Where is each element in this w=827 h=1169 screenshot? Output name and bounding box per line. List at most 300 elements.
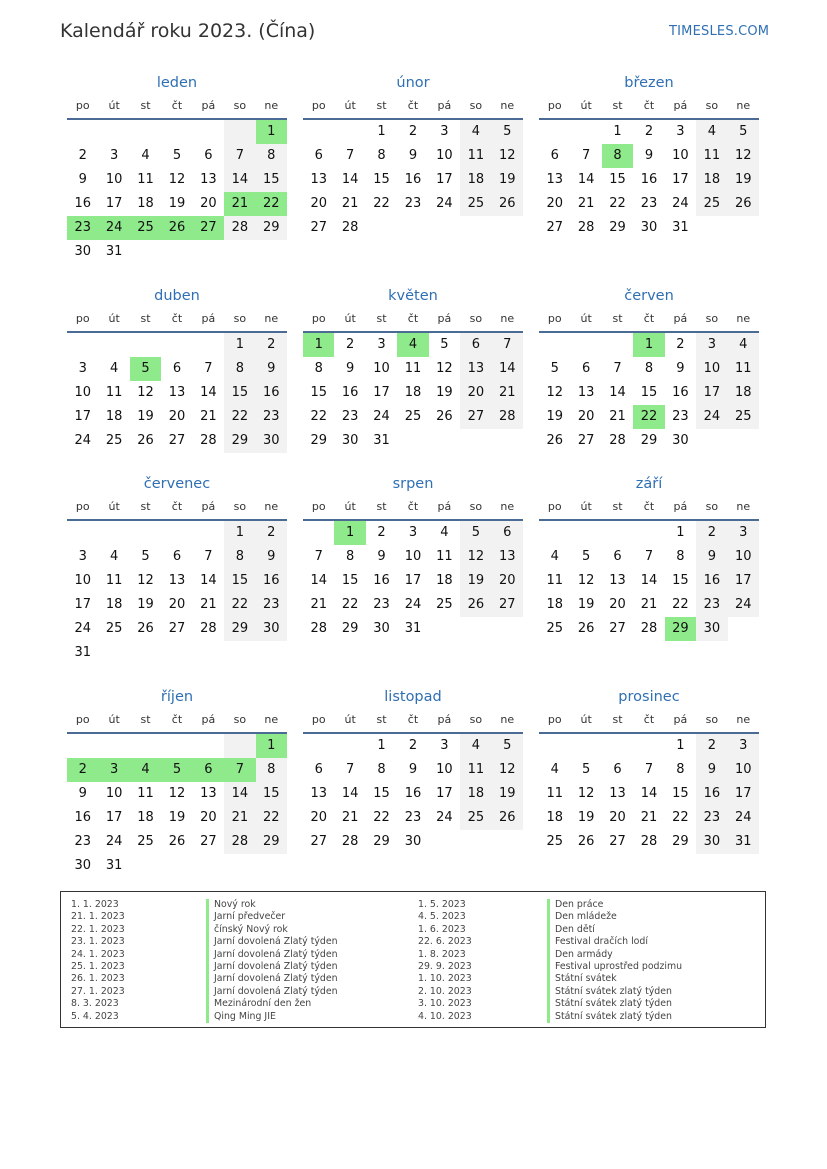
legend-holiday-name: Jarní dovolená Zlatý týden xyxy=(206,961,338,973)
month-block xyxy=(539,72,759,240)
day-cell: 30 xyxy=(696,617,727,641)
day-cell: 7 xyxy=(644,549,654,564)
day-cell: 8 xyxy=(224,357,255,381)
weekday-label: pá xyxy=(673,99,688,112)
day-cell: 2 xyxy=(256,333,287,357)
day-cell: 7 xyxy=(345,148,355,163)
day-cell: 8 xyxy=(676,549,685,564)
day-cell: 6 xyxy=(172,549,182,564)
day-cell: 17 xyxy=(436,786,453,801)
day-cell: 25 xyxy=(460,806,491,830)
day-cell: 21 xyxy=(577,196,595,211)
day-cell: 8 xyxy=(676,762,685,777)
weekday-label: st xyxy=(376,312,387,325)
day-cell: 19 xyxy=(436,385,453,400)
day-cell: 28 xyxy=(341,220,359,235)
day-cell: 15 xyxy=(672,573,689,588)
day-cell: 19 xyxy=(168,196,186,211)
weekday-label: pá xyxy=(201,99,216,112)
legend-holiday-name: Festival uprostřed podzimu xyxy=(547,961,682,973)
month-block xyxy=(303,473,523,641)
legend-holiday-name: Den armády xyxy=(547,949,682,961)
day-cell: 12 xyxy=(492,758,523,782)
empty-day-cell xyxy=(602,333,633,357)
day-cell: 5 xyxy=(492,734,523,758)
day-cell: 4 xyxy=(109,361,119,376)
weekday-label: ne xyxy=(264,99,279,112)
day-cell: 11 xyxy=(105,385,123,400)
day-cell: 6 xyxy=(613,762,622,777)
weekday-label: út xyxy=(108,713,120,726)
empty-day-cell xyxy=(303,120,334,144)
day-cell: 30 xyxy=(404,834,422,849)
legend-holiday-name: Qing Ming JIE xyxy=(206,1011,338,1023)
day-cell: 25 xyxy=(105,621,123,636)
day-cell: 31 xyxy=(404,621,422,636)
day-cell: 30 xyxy=(341,433,359,448)
day-cell: 4 xyxy=(141,148,150,163)
day-cell: 7 xyxy=(314,549,323,564)
weekday-header xyxy=(303,708,523,734)
day-cell: 16 xyxy=(640,172,658,187)
holiday-legend xyxy=(60,891,766,1028)
empty-day-cell xyxy=(98,734,129,758)
day-cell: 24 xyxy=(728,593,759,617)
holiday-day-cell: 22 xyxy=(256,192,287,216)
weekday-label: út xyxy=(344,99,356,112)
legend-names-left xyxy=(206,899,338,1023)
day-cell: 2 xyxy=(696,521,727,545)
day-cell: 20 xyxy=(609,597,626,612)
day-cell: 25 xyxy=(696,192,727,216)
holiday-day-cell: 1 xyxy=(334,521,365,545)
weekday-label: ne xyxy=(500,99,515,112)
day-cell: 13 xyxy=(168,385,186,400)
day-cell: 22 xyxy=(224,405,255,429)
day-cell: 12 xyxy=(577,573,595,588)
weekday-label: út xyxy=(580,99,592,112)
empty-day-cell xyxy=(161,734,192,758)
day-cell: 26 xyxy=(728,192,759,216)
weekday-label: čt xyxy=(171,500,183,513)
day-cell: 18 xyxy=(137,810,154,825)
day-cell: 17 xyxy=(74,597,91,612)
weekday-label: so xyxy=(705,713,719,726)
day-cell: 20 xyxy=(200,196,217,211)
holiday-day-cell: 6 xyxy=(193,758,224,782)
day-cell: 3 xyxy=(109,148,119,163)
day-cell: 30 xyxy=(74,244,91,259)
day-cell: 14 xyxy=(577,172,595,187)
day-cell: 27 xyxy=(168,621,186,636)
empty-day-cell xyxy=(98,521,129,545)
month-name: červen xyxy=(624,288,674,304)
day-cell: 16 xyxy=(74,810,91,825)
day-cell: 23 xyxy=(696,806,727,830)
day-cell: 24 xyxy=(404,597,422,612)
day-grid xyxy=(67,120,287,264)
empty-day-cell xyxy=(193,333,224,357)
holiday-day-cell: 8 xyxy=(602,144,633,168)
legend-holiday-name: Státní svátek zlatý týden xyxy=(547,1011,682,1023)
day-cell: 5 xyxy=(550,361,559,376)
empty-day-cell xyxy=(193,734,224,758)
day-cell: 22 xyxy=(256,806,287,830)
day-cell: 9 xyxy=(644,148,654,163)
weekday-label: čt xyxy=(171,99,183,112)
day-cell: 20 xyxy=(168,409,186,424)
weekday-label: st xyxy=(612,99,623,112)
day-cell: 22 xyxy=(672,597,689,612)
day-cell: 4 xyxy=(728,333,759,357)
weekday-label: pá xyxy=(201,713,216,726)
day-cell: 23 xyxy=(74,834,91,849)
legend-holiday-name: Nový rok xyxy=(206,899,338,911)
day-cell: 12 xyxy=(546,385,563,400)
day-cell: 31 xyxy=(373,433,390,448)
day-cell: 29 xyxy=(224,429,255,453)
legend-date: 4. 10. 2023 xyxy=(418,1010,472,1022)
day-cell: 18 xyxy=(696,168,727,192)
holiday-day-cell: 5 xyxy=(130,357,161,381)
weekday-label: pá xyxy=(437,500,452,513)
day-cell: 24 xyxy=(696,405,727,429)
day-cell: 16 xyxy=(696,782,727,806)
day-cell: 2 xyxy=(644,124,654,139)
day-cell: 13 xyxy=(200,172,217,187)
holiday-day-cell: 1 xyxy=(633,333,664,357)
weekday-header xyxy=(303,307,523,333)
weekday-label: po xyxy=(311,500,326,513)
day-cell: 17 xyxy=(696,381,727,405)
month-block xyxy=(539,686,759,854)
empty-day-cell xyxy=(67,333,98,357)
day-cell: 1 xyxy=(676,738,685,753)
weekday-label: so xyxy=(705,500,719,513)
weekday-label: po xyxy=(75,500,90,513)
month-name: únor xyxy=(396,75,430,91)
day-cell: 20 xyxy=(168,597,186,612)
weekday-label: so xyxy=(705,312,719,325)
day-grid xyxy=(303,521,523,641)
weekday-label: ne xyxy=(500,500,515,513)
day-cell: 3 xyxy=(728,734,759,758)
holiday-day-cell: 1 xyxy=(256,734,287,758)
holiday-day-cell: 2 xyxy=(67,758,98,782)
weekday-label: so xyxy=(233,312,247,325)
day-cell: 17 xyxy=(105,196,123,211)
empty-day-cell xyxy=(193,521,224,545)
legend-date: 22. 1. 2023 xyxy=(71,923,125,935)
day-cell: 1 xyxy=(377,124,386,139)
weekday-label: ne xyxy=(264,312,279,325)
day-cell: 14 xyxy=(224,782,255,806)
day-cell: 30 xyxy=(640,220,658,235)
day-cell: 8 xyxy=(377,762,386,777)
day-cell: 19 xyxy=(492,168,523,192)
day-cell: 20 xyxy=(310,196,327,211)
day-cell: 27 xyxy=(546,220,563,235)
weekday-label: po xyxy=(547,312,562,325)
day-cell: 15 xyxy=(341,573,359,588)
weekday-label: pá xyxy=(437,99,452,112)
day-cell: 8 xyxy=(256,144,287,168)
day-cell: 21 xyxy=(341,810,359,825)
day-cell: 28 xyxy=(640,834,658,849)
day-cell: 23 xyxy=(404,196,422,211)
weekday-label: pá xyxy=(673,713,688,726)
day-cell: 28 xyxy=(310,621,327,636)
empty-day-cell xyxy=(161,333,192,357)
day-cell: 10 xyxy=(696,357,727,381)
weekday-label: út xyxy=(344,713,356,726)
month-block xyxy=(539,285,759,453)
month-block xyxy=(303,686,523,854)
day-cell: 28 xyxy=(224,830,255,854)
empty-day-cell xyxy=(303,521,334,545)
day-cell: 12 xyxy=(728,144,759,168)
day-cell: 6 xyxy=(172,361,182,376)
day-cell: 23 xyxy=(373,597,390,612)
day-cell: 20 xyxy=(200,810,217,825)
day-cell: 28 xyxy=(200,433,217,448)
day-cell: 28 xyxy=(577,220,595,235)
holiday-day-cell: 5 xyxy=(161,758,192,782)
weekday-header xyxy=(67,307,287,333)
day-cell: 24 xyxy=(436,196,453,211)
weekday-label: st xyxy=(612,312,623,325)
weekday-label: so xyxy=(233,500,247,513)
weekday-header xyxy=(539,307,759,333)
day-cell: 2 xyxy=(676,337,685,352)
day-cell: 25 xyxy=(460,192,491,216)
day-cell: 29 xyxy=(672,834,689,849)
day-cell: 1 xyxy=(224,333,255,357)
day-cell: 20 xyxy=(310,810,327,825)
day-cell: 8 xyxy=(314,361,323,376)
legend-date: 4. 5. 2023 xyxy=(418,911,466,923)
day-cell: 6 xyxy=(314,148,323,163)
day-cell: 5 xyxy=(581,549,591,564)
day-cell: 18 xyxy=(105,597,123,612)
day-cell: 3 xyxy=(78,361,87,376)
day-cell: 27 xyxy=(310,220,327,235)
day-cell: 6 xyxy=(492,521,523,545)
weekday-label: út xyxy=(580,500,592,513)
day-cell: 26 xyxy=(168,834,186,849)
day-cell: 23 xyxy=(696,593,727,617)
legend-holiday-name: Státní svátek xyxy=(547,973,682,985)
day-cell: 2 xyxy=(256,521,287,545)
day-cell: 19 xyxy=(137,597,154,612)
day-cell: 6 xyxy=(581,361,591,376)
weekday-label: ne xyxy=(500,312,515,325)
empty-day-cell xyxy=(98,333,129,357)
empty-day-cell xyxy=(130,120,161,144)
legend-date: 1. 1. 2023 xyxy=(71,899,119,910)
day-cell: 31 xyxy=(672,220,689,235)
day-cell: 17 xyxy=(728,782,759,806)
day-cell: 4 xyxy=(460,120,491,144)
day-cell: 22 xyxy=(310,409,327,424)
day-cell: 27 xyxy=(492,593,523,617)
day-cell: 27 xyxy=(200,834,217,849)
weekday-label: so xyxy=(469,500,483,513)
day-cell: 10 xyxy=(436,762,453,777)
month-name: duben xyxy=(154,288,200,304)
legend-holiday-name: Jarní předvečer xyxy=(206,911,338,923)
day-cell: 19 xyxy=(137,409,154,424)
day-cell: 31 xyxy=(105,858,123,873)
brand-logo-text[interactable]: TIMESLES.COM xyxy=(669,24,770,39)
day-grid xyxy=(303,120,523,240)
day-cell: 31 xyxy=(74,645,91,660)
holiday-day-cell: 4 xyxy=(130,758,161,782)
weekday-label: pá xyxy=(437,713,452,726)
day-cell: 4 xyxy=(696,120,727,144)
weekday-label: čt xyxy=(407,713,419,726)
legend-holiday-name: Den práce xyxy=(547,899,682,911)
day-cell: 26 xyxy=(460,593,491,617)
day-cell: 4 xyxy=(550,549,559,564)
weekday-label: st xyxy=(612,500,623,513)
month-block xyxy=(67,686,287,878)
day-cell: 6 xyxy=(460,333,491,357)
day-cell: 29 xyxy=(609,220,626,235)
day-cell: 7 xyxy=(492,333,523,357)
day-cell: 20 xyxy=(546,196,563,211)
day-cell: 25 xyxy=(728,405,759,429)
day-cell: 21 xyxy=(341,196,359,211)
day-cell: 25 xyxy=(404,409,422,424)
month-name: květen xyxy=(388,288,438,304)
day-cell: 30 xyxy=(256,617,287,641)
day-cell: 16 xyxy=(373,573,390,588)
empty-day-cell xyxy=(67,734,98,758)
weekday-header xyxy=(67,708,287,734)
day-cell: 11 xyxy=(436,549,453,564)
day-cell: 21 xyxy=(640,810,658,825)
day-cell: 15 xyxy=(310,385,327,400)
empty-day-cell xyxy=(130,521,161,545)
day-cell: 22 xyxy=(373,196,390,211)
legend-holiday-name: Jarní dovolená Zlatý týden xyxy=(206,949,338,961)
day-cell: 6 xyxy=(550,148,559,163)
day-cell: 25 xyxy=(105,433,123,448)
day-cell: 9 xyxy=(408,148,418,163)
weekday-label: so xyxy=(469,99,483,112)
holiday-day-cell: 25 xyxy=(130,216,161,240)
day-cell: 3 xyxy=(440,738,449,753)
day-cell: 3 xyxy=(440,124,449,139)
holiday-day-cell: 3 xyxy=(98,758,129,782)
page-title: Kalendář roku 2023. (Čína) xyxy=(60,20,316,42)
weekday-label: so xyxy=(705,99,719,112)
day-cell: 23 xyxy=(404,810,422,825)
day-cell: 30 xyxy=(74,858,91,873)
day-cell: 12 xyxy=(577,786,595,801)
day-cell: 11 xyxy=(546,786,563,801)
day-cell: 25 xyxy=(137,834,154,849)
weekday-label: čt xyxy=(407,99,419,112)
day-cell: 13 xyxy=(609,573,626,588)
empty-day-cell xyxy=(98,120,129,144)
day-cell: 15 xyxy=(373,786,390,801)
day-cell: 29 xyxy=(310,433,327,448)
empty-day-cell xyxy=(130,333,161,357)
day-cell: 7 xyxy=(224,144,255,168)
day-cell: 20 xyxy=(460,381,491,405)
day-grid xyxy=(67,734,287,878)
day-cell: 9 xyxy=(78,786,87,801)
weekday-label: čt xyxy=(643,713,655,726)
day-cell: 12 xyxy=(168,172,186,187)
day-cell: 19 xyxy=(577,810,595,825)
weekday-label: st xyxy=(376,713,387,726)
holiday-day-cell: 7 xyxy=(224,758,255,782)
month-block xyxy=(67,473,287,665)
day-cell: 16 xyxy=(341,385,359,400)
day-cell: 12 xyxy=(436,361,453,376)
day-cell: 12 xyxy=(168,786,186,801)
weekday-label: ne xyxy=(736,99,751,112)
weekday-label: po xyxy=(547,500,562,513)
weekday-label: st xyxy=(612,713,623,726)
day-cell: 29 xyxy=(640,433,658,448)
day-cell: 26 xyxy=(577,621,595,636)
holiday-day-cell: 22 xyxy=(633,405,664,429)
day-cell: 14 xyxy=(200,573,217,588)
day-cell: 7 xyxy=(644,762,654,777)
day-cell: 17 xyxy=(672,172,689,187)
day-cell: 14 xyxy=(341,786,359,801)
legend-holiday-name: čínský Nový rok xyxy=(206,924,338,936)
day-cell: 14 xyxy=(341,172,359,187)
day-cell: 1 xyxy=(224,521,255,545)
day-cell: 23 xyxy=(256,405,287,429)
day-cell: 24 xyxy=(105,834,123,849)
weekday-label: po xyxy=(311,713,326,726)
weekday-label: po xyxy=(311,99,326,112)
day-cell: 30 xyxy=(256,429,287,453)
day-cell: 14 xyxy=(224,168,255,192)
day-cell: 3 xyxy=(78,549,87,564)
weekday-label: pá xyxy=(201,500,216,513)
day-cell: 9 xyxy=(377,549,386,564)
day-cell: 6 xyxy=(204,148,213,163)
day-cell: 1 xyxy=(377,738,386,753)
month-block xyxy=(67,285,287,453)
day-cell: 28 xyxy=(224,216,255,240)
day-cell: 5 xyxy=(492,120,523,144)
day-cell: 2 xyxy=(408,738,418,753)
day-cell: 8 xyxy=(224,545,255,569)
day-cell: 2 xyxy=(696,734,727,758)
legend-date: 5. 4. 2023 xyxy=(71,1010,119,1022)
weekday-label: út xyxy=(108,99,120,112)
weekday-header xyxy=(303,495,523,521)
day-cell: 18 xyxy=(728,381,759,405)
day-cell: 8 xyxy=(345,549,355,564)
day-cell: 3 xyxy=(408,525,418,540)
day-cell: 7 xyxy=(345,762,355,777)
day-cell: 14 xyxy=(200,385,217,400)
weekday-header xyxy=(539,708,759,734)
legend-holiday-name: Festival dračích lodí xyxy=(547,936,682,948)
weekday-label: pá xyxy=(673,312,688,325)
month-name: prosinec xyxy=(618,689,680,705)
day-cell: 13 xyxy=(577,385,595,400)
